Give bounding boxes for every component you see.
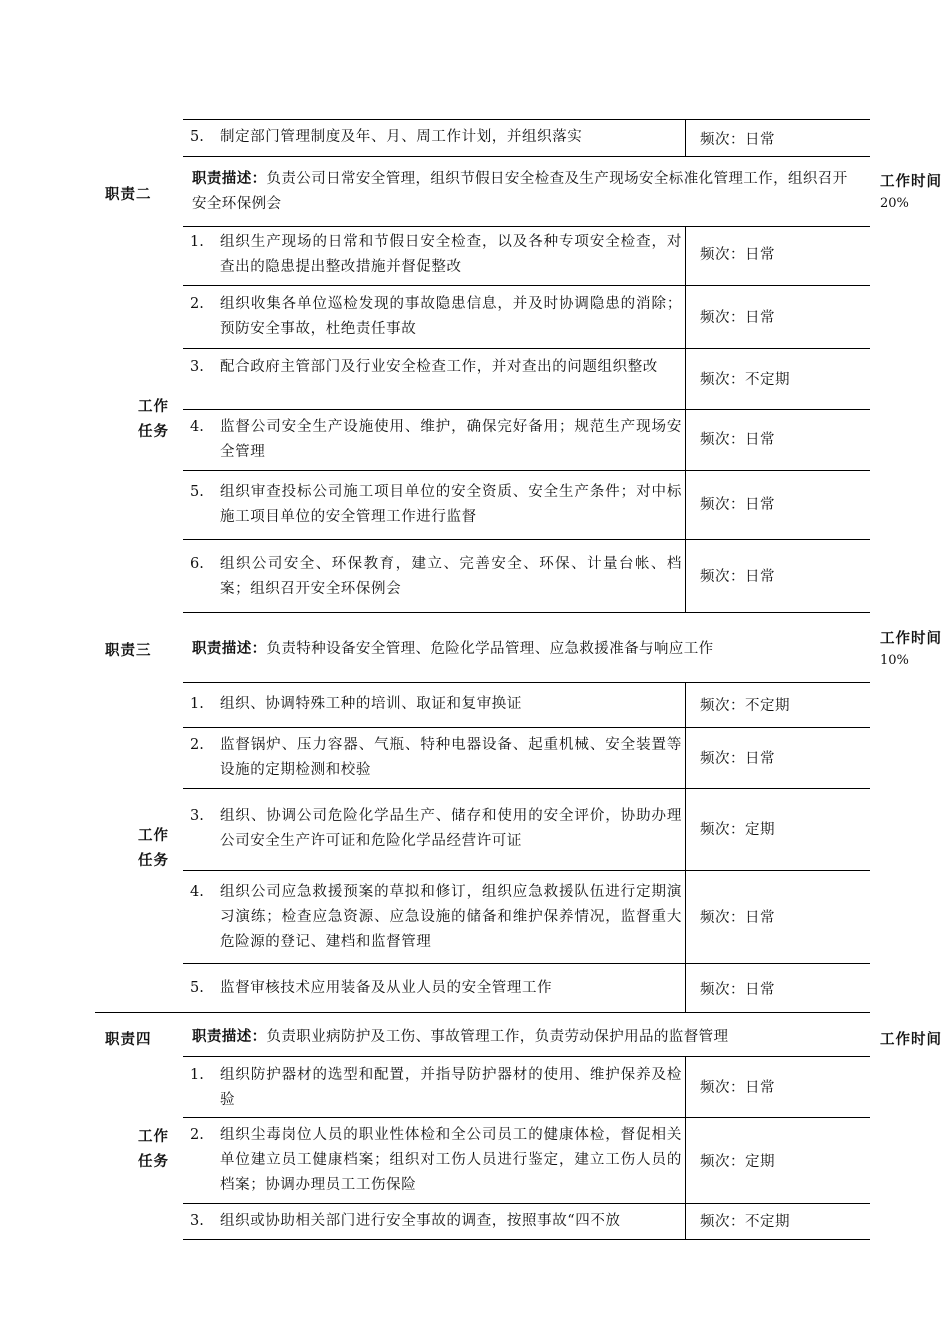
task-row: [190, 692, 682, 717]
task-number: 3.: [190, 1213, 204, 1229]
task-row: [190, 552, 682, 602]
table-rule: [95, 1012, 870, 1013]
task-frequency: 频次：日常: [700, 982, 775, 998]
task-number: 3.: [190, 808, 204, 824]
task-number: 6.: [190, 556, 204, 572]
task-text: 组织、协调特殊工种的培训、取证和复审换证: [220, 696, 522, 712]
table-rule: [183, 682, 870, 683]
task-frequency: 频次：日常: [700, 751, 775, 767]
task-row: [190, 415, 682, 465]
task-text: 监督审核技术应用装备及从业人员的安全管理工作: [220, 980, 553, 996]
task-text: 组织尘毒岗位人员的职业性体检和全公司员工的健康体检，督促相关单位建立员工健康档案；组织对工伤人员进行鉴定，建立工伤人员的档案；协调办理员工工伤保险: [220, 1127, 682, 1193]
table-rule: [183, 788, 870, 789]
table-rule: [183, 285, 870, 286]
task-text: 配合政府主管部门及行业安全检查工作，并对查出的问题组织整改: [220, 359, 658, 375]
task-number: 1.: [190, 234, 204, 250]
task-frequency: 频次：定期: [700, 822, 775, 838]
task-text: 组织公司应急救援预案的草拟和修订，组织应急救援队伍进行定期演习演练；检查应急资源、应急设施的储备和维护保养情况，监督重大危险源的登记、建档和监督管理: [220, 884, 682, 950]
work-time-percent: 20%: [880, 196, 909, 211]
task-row: [190, 230, 682, 280]
duty-title: 职责三: [105, 642, 152, 659]
task-number: 2.: [190, 296, 204, 312]
task-text: 制定部门管理制度及年、月、周工作计划，并组织落实: [220, 129, 583, 145]
work-time-label: 工作时间: [880, 630, 942, 647]
task-frequency: 频次：日常: [700, 497, 775, 513]
task-row: [190, 125, 682, 150]
table-rule: [183, 470, 870, 471]
table-rule: [183, 1239, 870, 1240]
task-number: 5.: [190, 129, 204, 145]
task-row: [190, 733, 682, 783]
work-time-label: 工作时间: [880, 1031, 942, 1048]
task-row: [190, 976, 682, 1001]
task-text: 组织审查投标公司施工项目单位的安全资质、安全生产条件；对中标施工项目单位的安全管理工作进行监督: [220, 484, 682, 525]
task-number: 4.: [190, 419, 204, 435]
task-text: 组织收集各单位巡检发现的事故隐患信息，并及时协调隐患的消除；预防安全事故，杜绝责任事故: [220, 296, 682, 337]
duty-description: 职责描述：负责公司日常安全管理，组织节假日安全检查及生产现场安全标准化管理工作，组织召开安全环保例会: [192, 170, 848, 212]
task-row: [190, 1063, 682, 1113]
task-frequency: 频次：不定期: [700, 1214, 790, 1230]
table-rule: [183, 156, 870, 157]
task-number: 2.: [190, 1127, 204, 1143]
task-frequency: 频次：不定期: [700, 698, 790, 714]
task-text: 组织公司安全、环保教育，建立、完善安全、环保、计量台帐、档案；组织召开安全环保例会: [220, 556, 682, 597]
task-section-label: 工作 任务: [138, 398, 169, 440]
column-divider: [685, 1056, 686, 1239]
duty-description: 职责描述：负责特种设备安全管理、危险化学品管理、应急救援准备与响应工作: [192, 640, 714, 657]
task-number: 1.: [190, 696, 204, 712]
duty-title: 职责四: [105, 1031, 152, 1048]
task-text: 组织、协调公司危险化学品生产、储存和使用的安全评价，协助办理公司安全生产许可证和危险化学品经营许可证: [220, 808, 682, 849]
task-frequency: 频次：定期: [700, 1154, 775, 1170]
task-number: 5.: [190, 484, 204, 500]
task-number: 4.: [190, 884, 204, 900]
task-frequency: 频次：日常: [700, 310, 775, 326]
table-rule: [183, 612, 870, 613]
task-frequency: 频次：日常: [700, 247, 775, 263]
task-frequency: 频次：日常: [700, 1080, 775, 1096]
task-row: [190, 480, 682, 530]
table-rule: [183, 1117, 870, 1118]
task-frequency: 频次：日常: [700, 569, 775, 585]
table-rule: [183, 727, 870, 728]
task-frequency: 频次：日常: [700, 132, 775, 148]
task-text: 组织防护器材的选型和配置，并指导防护器材的使用、维护保养及检验: [220, 1067, 682, 1108]
table-rule: [183, 963, 870, 964]
task-row: [190, 1123, 682, 1198]
duty-description: 职责描述：负责职业病防护及工伤、事故管理工作，负责劳动保护用品的监督管理: [192, 1028, 729, 1045]
task-row: [190, 880, 682, 955]
task-row: [190, 292, 682, 342]
task-frequency: 频次：不定期: [700, 372, 790, 388]
table-rule: [183, 348, 870, 349]
task-number: 1.: [190, 1067, 204, 1083]
table-rule: [183, 409, 870, 410]
task-section-label: 工作 任务: [138, 1128, 169, 1170]
work-time-percent: 10%: [880, 653, 909, 668]
task-row: [190, 804, 682, 854]
table-rule: [183, 539, 870, 540]
column-divider: [685, 119, 686, 156]
table-rule: [183, 870, 870, 871]
task-number: 2.: [190, 737, 204, 753]
table-rule: [183, 119, 870, 120]
work-time-label: 工作时间: [880, 173, 942, 190]
table-rule: [183, 1056, 870, 1057]
column-divider: [685, 682, 686, 1012]
table-rule: [183, 1203, 870, 1204]
task-section-label: 工作 任务: [138, 827, 169, 869]
task-row: [190, 1209, 682, 1234]
duty-title: 职责二: [105, 186, 152, 203]
task-number: 3.: [190, 359, 204, 375]
task-frequency: 频次：日常: [700, 432, 775, 448]
task-text: 组织生产现场的日常和节假日安全检查，以及各种专项安全检查，对查出的隐患提出整改措施并督促整改: [220, 234, 682, 275]
column-divider: [685, 226, 686, 612]
task-row: [190, 355, 682, 380]
task-text: 组织或协助相关部门进行安全事故的调查，按照事故“四不放: [220, 1213, 621, 1229]
task-number: 5.: [190, 980, 204, 996]
task-frequency: 频次：日常: [700, 910, 775, 926]
task-text: 监督锅炉、压力容器、气瓶、特种电器设备、起重机械、安全装置等设施的定期检测和校验: [220, 737, 682, 778]
task-text: 监督公司安全生产设施使用、维护，确保完好备用；规范生产现场安全管理: [220, 419, 682, 460]
table-rule: [183, 226, 870, 227]
